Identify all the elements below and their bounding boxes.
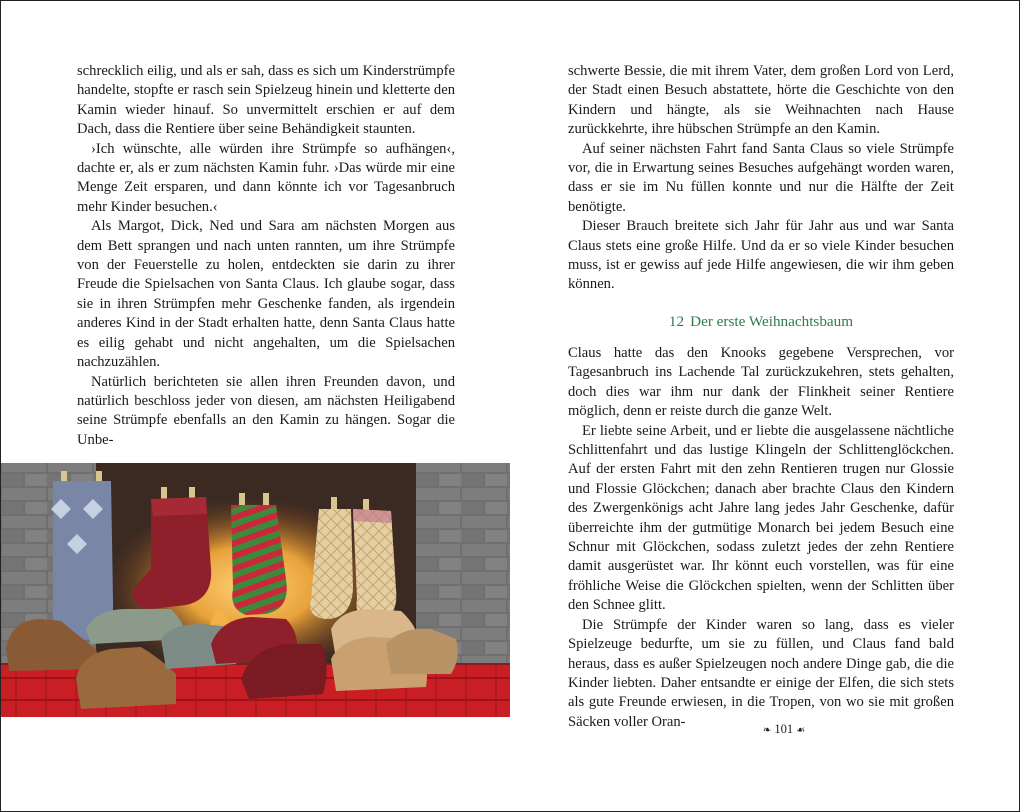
chapter-title: Der erste Weihnachtsbaum	[690, 313, 854, 330]
paragraph: Claus hatte das den Knooks gegebene Versprechen, vor Tagesanbruch ins Lachende Tal zurückzukehren, stets gehalten, doch dies war ihm nur dank der Flinkheit seiner Rentiere möglich, denn er reiste durch die ganze Welt.	[568, 345, 954, 420]
page-number: 101	[774, 722, 794, 736]
right-text-block-bottom	[568, 344, 954, 732]
paragraph: Als Margot, Dick, Ned und Sara am nächsten Morgen aus dem Bett sprangen und nach unten rannten, um ihre Strümpfe von der Feuerstelle zu holen, entdeckten sie darin zu ihrer Freude die Spielsachen von Santa Claus. Ich glaube sogar, dass sie in ihren Strümpfen mehr Geschenke fanden, als irgendein anderes Kind in der Stadt erhalten hatte, denn Santa Claus hatte es eilig gehabt und nicht angehalten, um die Spielsachen nachzuzählen.	[77, 218, 455, 371]
paragraph: Die Strümpfe der Kinder waren so lang, dass es vieler Spielzeuge bedurfte, um sie zu füllen, und Claus fand bald heraus, dass es außer Spielzeugen noch andere Dinge gab, die die Kinder liebten. Daher entsandte er einige der Elfen, die sich stets als gute Freunde erwiesen, in die Tropen, von wo sie mit großen Säcken voller Oran-	[568, 616, 954, 730]
chapter-heading	[568, 313, 954, 331]
left-page	[1, 1, 510, 811]
stockings-illustration	[1, 459, 510, 717]
leaf-ornament-icon: ❧	[762, 725, 772, 736]
right-text-block-top	[568, 62, 954, 295]
left-text-block	[77, 62, 455, 450]
fireplace-stockings-painting	[1, 459, 510, 717]
paragraph: Auf seiner nächsten Fahrt fand Santa Claus so viele Strümpfe vor, die in Erwartung seines Besuches aufgehängt worden waren, dass er sie im Nu füllen konnte und nur die Hälfte der Zeit benötigte.	[568, 140, 954, 215]
paragraph: Natürlich berichteten sie allen ihren Freunden davon, und natürlich beschloss jeder von diesen, am nächsten Heiligabend seine Strümpfe ebenfalls an den Kamin zu hängen. Sogar die Unbe-	[77, 373, 455, 448]
paragraph: ›Ich wünschte, alle würden ihre Strümpfe so aufhängen‹, dachte er, als er zum nächsten Kamin fuhr. ›Das würde mir eine Menge Zeit ersparen, und dann könnte ich vor Tagesanbruch mehr Kinder besuchen.‹	[77, 140, 455, 215]
paragraph: schrecklich eilig, und als er sah, dass es sich um Kinderstrümpfe handelte, stopfte er rasch sein Spielzeug hinein und kletterte den Kamin wieder hinauf. So unvermittelt erschien er auf dem Dach, dass die Rentiere über seine Behändigkeit staunten.	[77, 63, 455, 138]
chapter-number: 12	[668, 313, 685, 330]
right-page	[510, 1, 1019, 811]
paragraph: Dieser Brauch breitete sich Jahr für Jahr aus und war Santa Claus stets eine große Hilfe. Und da er so viele Kinder besuchen muss, ist er gewiss auf jede Hilfe angewiesen, die wir ihm geben können.	[568, 218, 954, 293]
paragraph: Er liebte seine Arbeit, und er liebte die ausgelassene nächtliche Schlittenfahrt und das lustige Klingeln der Schlittenglöckchen. Auf der ersten Fahrt mit den zehn Rentieren trugen nur Glossie und Flossie Glöckchen; danach aber brachte Claus den Kindern des Zwergenkönigs acht Jahre lang jedes Jahr Geschenke, dafür überreichte ihm der gutmütige Monarch bei jedem Besuch eine Schnur mit Glöckchen, sodass zuletzt jedes der zehn Rentiere damit ausgerüstet war. Ihr könnt euch vorstellen, was für eine fröhliche Weise die Glöckchen spielten, wenn der Schlitten über den Schnee glitt.	[568, 422, 954, 614]
page-number-folio	[724, 722, 844, 737]
paragraph: schwerte Bessie, die mit ihrem Vater, dem großen Lord von Lerd, der Stadt einen Besuch abstattete, hörte die Geschichte von den Kindern und hängte, als sie Weihnachten nach Hause zurückkehrte, ihre hübschen Strümpfe an den Kamin.	[568, 63, 954, 138]
leaf-ornament-icon: ☙	[796, 725, 806, 736]
